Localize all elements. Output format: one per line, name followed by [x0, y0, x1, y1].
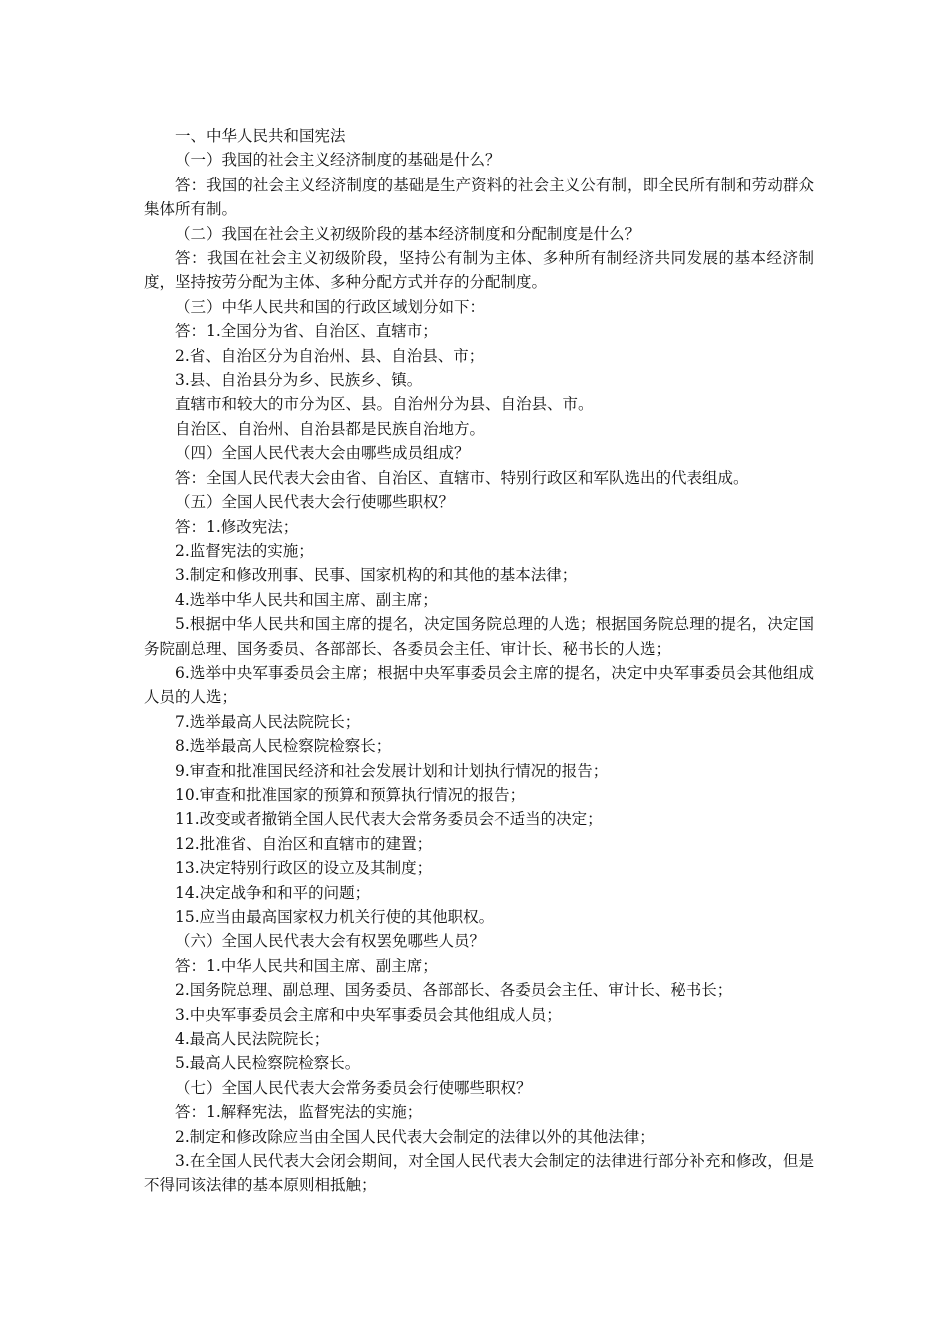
answer-6-item: 5.最高人民检察院检察长。 — [175, 1054, 361, 1073]
answer-5-item: 答：1.修改宪法； — [175, 517, 299, 536]
answer-5-item: 15.应当由最高国家权力机关行使的其他职权。 — [175, 908, 495, 926]
question-6: （六）全国人民代表大会有权罢免哪些人员？ — [175, 932, 486, 951]
answer-5-item: 14.决定战争和和平的问题； — [175, 883, 371, 902]
question-1: （一）我国的社会主义经济制度的基础是什么？ — [175, 151, 501, 170]
question-3: （三）中华人民共和国的行政区域划分如下： — [175, 297, 486, 316]
answer-6-item: 4.最高人民法院院长； — [175, 1030, 330, 1049]
answer-5-item: 7.选举最高人民法院院长； — [175, 712, 361, 731]
answer-6-item: 2.国务院总理、副总理、国务委员、各部部长、各委员会主任、审计长、秘书长； — [175, 981, 733, 1000]
answer-5-item: 13.决定特别行政区的设立及其制度； — [175, 859, 433, 878]
answer-3-item: 直辖市和较大的市分为区、县。自治州分为县、自治县、市。 — [175, 395, 594, 414]
answer-6-item: 3.中央军事委员会主席和中央军事委员会其他组成人员； — [175, 1005, 562, 1024]
answer-5-item: 4.选举中华人民共和国主席、副主席； — [175, 590, 438, 609]
answer-5-item: 6.选举中央军事委员会主席；根据中央军事委员会主席的提名，决定中央军事委员会其他组成人员的人选； — [144, 663, 814, 707]
question-2: （二）我国在社会主义初级阶段的基本经济制度和分配制度是什么？ — [175, 224, 641, 243]
answer-5-item: 9.审查和批准国民经济和社会发展计划和计划执行情况的报告； — [175, 761, 609, 780]
answer-7-item: 答：1.解释宪法，监督宪法的实施； — [175, 1103, 423, 1122]
question-5: （五）全国人民代表大会行使哪些职权？ — [175, 493, 455, 512]
answer-4: 答：全国人民代表大会由省、自治区、直辖市、特别行政区和军队选出的代表组成。 — [175, 468, 749, 487]
answer-5-item: 5.根据中华人民共和国主席的提名，决定国务院总理的人选；根据国务院总理的提名，决定国务院副总理、国务委员、各部部长、各委员会主任、审计长、秘书长的人选； — [144, 615, 814, 658]
answer-3-item: 3.县、自治县分为乡、民族乡、镇。 — [175, 371, 423, 390]
question-4: （四）全国人民代表大会由哪些成员组成？ — [175, 444, 470, 463]
section-heading: 一、中华人民共和国宪法 — [175, 127, 346, 145]
answer-3-item: 答：1.全国分为省、自治区、直辖市； — [175, 322, 438, 341]
answer-5-item: 8.选举最高人民检察院检察长； — [175, 737, 392, 756]
answer-7-item: 3.在全国人民代表大会闭会期间，对全国人民代表大会制定的法律进行部分补充和修改，但是不得同该法律的基本原则相抵触； — [144, 1152, 814, 1195]
answer-7-item: 2.制定和修改除应当由全国人民代表大会制定的法律以外的其他法律； — [175, 1127, 655, 1146]
answer-1: 答：我国的社会主义经济制度的基础是生产资料的社会主义公有制，即全民所有制和劳动群众集体所有制。 — [144, 175, 814, 219]
answer-5-item: 3.制定和修改刑事、民事、国家机构的和其他的基本法律； — [175, 566, 578, 585]
answer-5-item: 12.批准省、自治区和直辖市的建置； — [175, 834, 433, 853]
question-7: （七）全国人民代表大会常务委员会行使哪些职权？ — [175, 1078, 532, 1097]
answer-5-item: 11.改变或者撤销全国人民代表大会常务委员会不适当的决定； — [175, 810, 603, 829]
answer-5-item: 10.审查和批准国家的预算和预算执行情况的报告； — [175, 785, 526, 804]
answer-6-item: 答：1.中华人民共和国主席、副主席； — [175, 956, 438, 975]
answer-5-item: 2.监督宪法的实施； — [175, 541, 314, 560]
answer-3-item: 2.省、自治区分为自治州、县、自治县、市； — [175, 346, 485, 365]
document-page — [144, 124, 814, 1198]
answer-3-item: 自治区、自治州、自治县都是民族自治地方。 — [175, 419, 486, 438]
answer-2: 答：我国在社会主义初级阶段，坚持公有制为主体、多种所有制经济共同发展的基本经济制度，坚持按劳分配为主体、多种分配方式并存的分配制度。 — [144, 249, 814, 292]
